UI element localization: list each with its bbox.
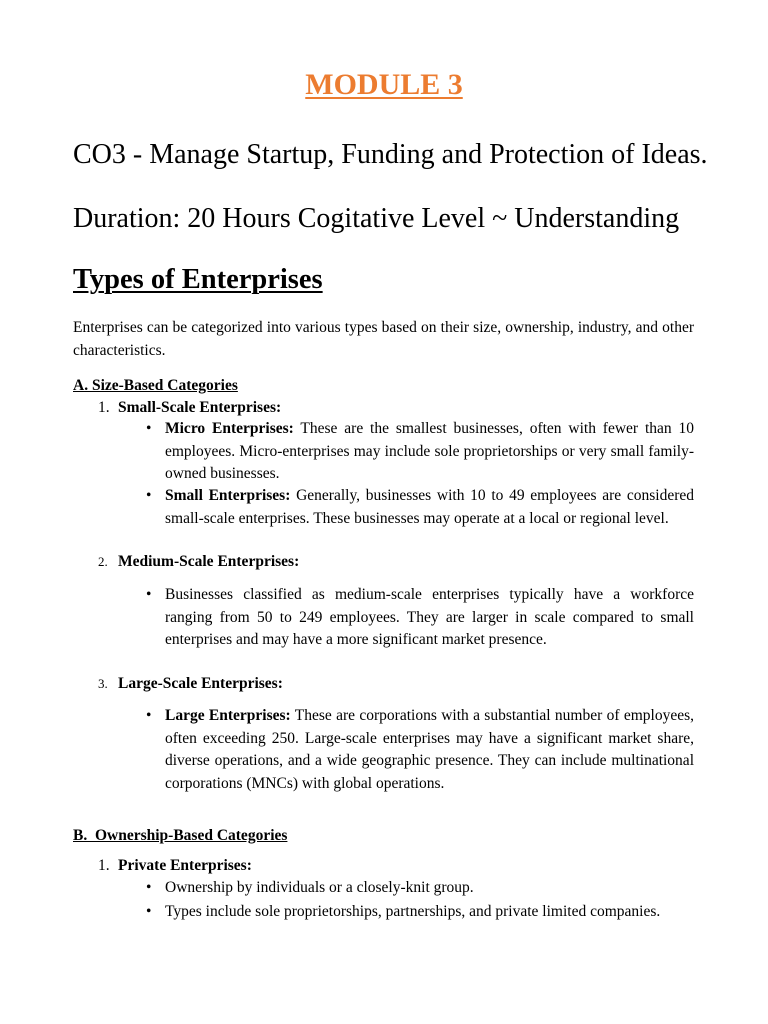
list-number: 1.: [98, 399, 110, 416]
section-title: Types of Enterprises: [73, 264, 323, 295]
ownership-based-heading: B. Ownership-Based Categories: [73, 827, 288, 844]
intro-paragraph: Enterprises can be categorized into various types based on their size, ownership, industry, and other characteristics.: [73, 319, 694, 359]
bullet-lead: Micro Enterprises:: [165, 420, 294, 437]
size-based-heading: A. Size-Based Categories: [73, 377, 238, 394]
list-number: 1.: [98, 857, 110, 874]
bullet-icon: •: [146, 879, 152, 896]
list-item-small-scale: [98, 397, 281, 419]
list-item-medium-scale: [98, 551, 299, 573]
bullet-text: These are the smallest businesses, often with fewer than 10 employees. Micro-enterprises may include sole proprietorships or very small family-owned businesses.: [165, 420, 694, 482]
bullet-icon: •: [146, 707, 152, 724]
list-item-large-scale: [98, 673, 283, 695]
bullet-private-ownership: [146, 877, 694, 900]
bullet-lead: Small Enterprises:: [165, 487, 291, 504]
bullet-icon: •: [146, 420, 152, 437]
list-label: Medium-Scale Enterprises:: [118, 553, 300, 570]
bullet-lead: Large Enterprises:: [165, 707, 291, 724]
list-number: 3.: [98, 676, 108, 691]
bullet-text: Types include sole proprietorships, partnerships, and private limited companies.: [165, 903, 661, 920]
bullet-icon: •: [146, 487, 152, 504]
duration-line: Duration: 20 Hours Cogitative Level ~ Understanding: [73, 203, 680, 234]
module-title: MODULE 3: [305, 68, 463, 101]
list-label: Large-Scale Enterprises:: [118, 675, 283, 692]
course-outcome: CO3 - Manage Startup, Funding and Protection of Ideas.: [73, 139, 708, 170]
bullet-text: Businesses classified as medium-scale enterprises typically have a workforce ranging from 50 to 249 employees. They are larger in scale compared to small enterprises and may have a more significant market presence.: [165, 586, 694, 648]
bullet-large-enterprises: [146, 705, 694, 795]
bullet-text: Ownership by individuals or a closely-knit group.: [165, 879, 474, 896]
list-label: Private Enterprises:: [118, 857, 252, 874]
bullet-text: These are corporations with a substantial number of employees, often exceeding 250. Large-scale enterprises may have a significant market share, diverse operations, and a wide geographic presence. They can include multinational corporations (MNCs) with global operations.: [165, 707, 695, 792]
bullet-medium-scale: [146, 584, 694, 652]
bullet-icon: •: [146, 903, 152, 920]
list-number: 2.: [98, 554, 108, 569]
bullet-small-enterprises: [146, 485, 694, 530]
list-label: Small-Scale Enterprises:: [118, 399, 282, 416]
bullet-private-types: [146, 901, 694, 924]
bullet-text: Generally, businesses with 10 to 49 employees are considered small-scale enterprises. These businesses may operate at a local or regional level.: [165, 487, 694, 527]
list-item-private-enterprises: [98, 855, 252, 877]
bullet-icon: •: [146, 586, 152, 603]
bullet-micro-enterprises: [146, 418, 694, 486]
